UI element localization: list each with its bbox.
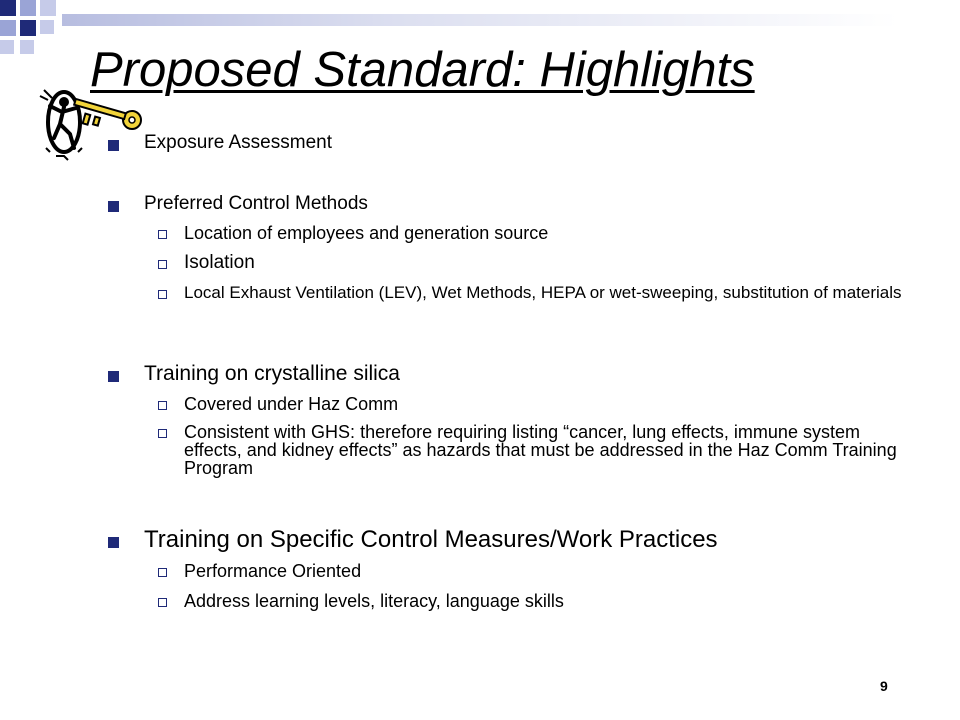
sub-bullet-item [184, 562, 361, 580]
sub-bullet-box-icon [158, 401, 167, 410]
bullet-text: Training on crystalline silica [144, 362, 400, 385]
bullet-text: Exposure Assessment [144, 132, 332, 153]
sub-bullet-box-icon [158, 568, 167, 577]
sub-bullet-box-icon [158, 230, 167, 239]
bullet-square-icon [108, 201, 119, 212]
sub-bullet-text: Address learning levels, literacy, language skills [184, 591, 564, 611]
page-number: 9 [880, 678, 888, 694]
bullet-square-icon [108, 371, 119, 382]
bullet-square-icon [108, 537, 119, 548]
sub-bullet-item [184, 592, 564, 610]
sub-bullet-text: Performance Oriented [184, 561, 362, 581]
sub-bullet-box-icon [158, 429, 167, 438]
sub-bullet-box-icon [158, 260, 167, 269]
sub-bullet-item [184, 254, 255, 272]
sub-bullet-item [184, 284, 914, 302]
sub-bullet-item [184, 395, 398, 413]
sub-bullet-item [184, 423, 914, 477]
bullet-item [144, 362, 400, 386]
sub-bullet-text: Consistent with GHS: therefore requiring listing “cancer, lung effects, immune system effects, and kidney effects” as hazards that must be addressed in the Haz Comm Training Program [184, 422, 897, 478]
bullet-square-icon [108, 140, 119, 151]
sub-bullet-item [184, 224, 548, 242]
bullet-item [144, 526, 718, 554]
sub-bullet-text: Isolation [184, 252, 255, 273]
sub-bullet-box-icon [158, 598, 167, 607]
bullet-item [144, 132, 332, 154]
bullet-text: Training on Specific Control Measures/Work Practices [144, 526, 718, 553]
slide-title: Proposed Standard: Highlights [90, 43, 755, 97]
bullet-text: Preferred Control Methods [144, 193, 368, 214]
bullet-item [144, 193, 368, 215]
sub-bullet-text: Covered under Haz Comm [184, 394, 399, 414]
sub-bullet-text: Location of employees and generation source [184, 223, 549, 243]
sub-bullet-text: Local Exhaust Ventilation (LEV), Wet Methods, HEPA or wet-sweeping, substitution of materials [184, 283, 902, 302]
sub-bullet-box-icon [158, 290, 167, 299]
